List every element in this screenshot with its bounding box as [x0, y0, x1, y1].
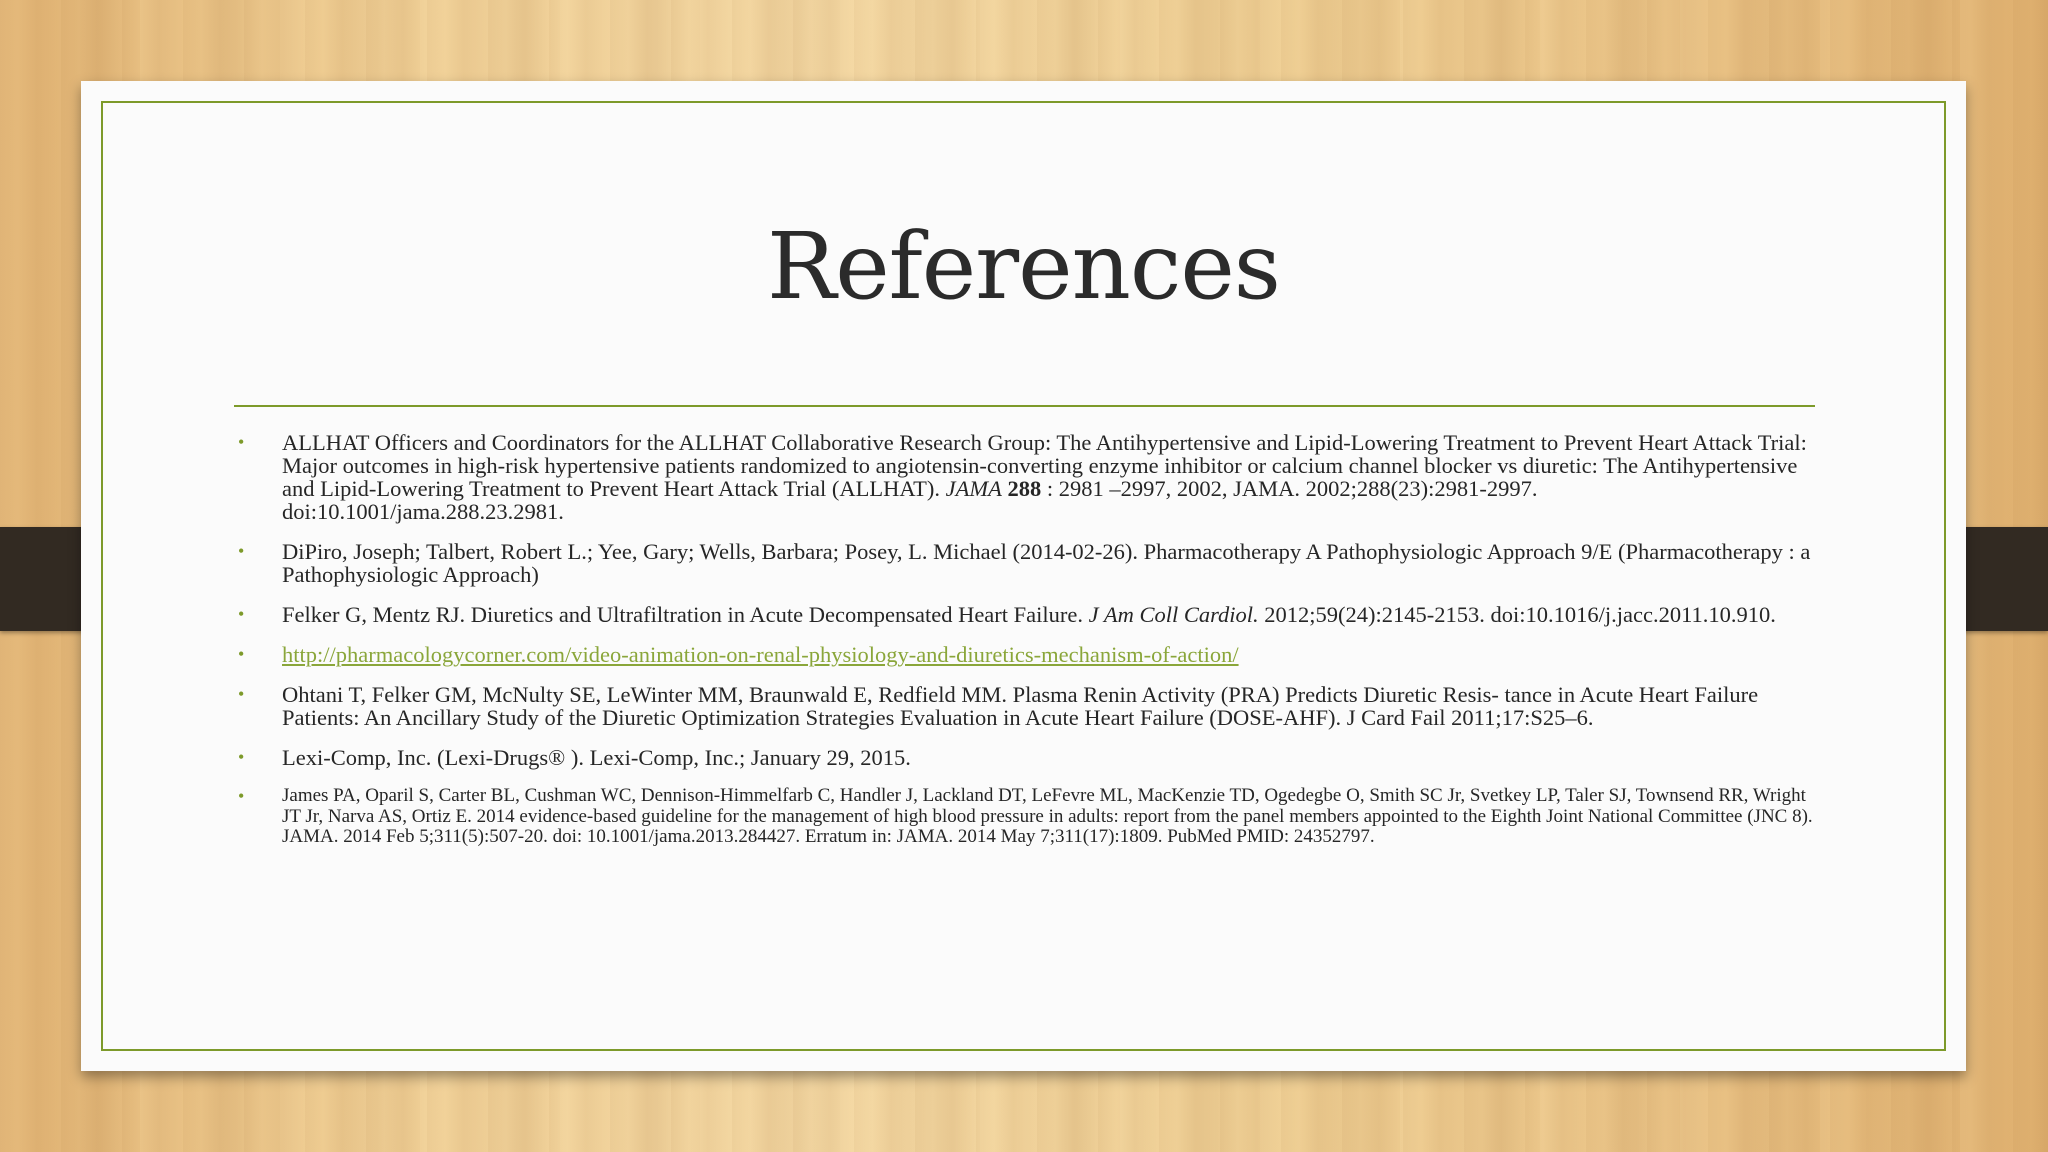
bullet-icon: • — [238, 786, 245, 806]
reference-item-allhat — [234, 431, 1824, 523]
reference-link[interactable]: http://pharmacologycorner.com/video-animation-on-renal-physiology-and-diuretics-mechanism-of-action/ — [282, 642, 1239, 667]
references-list — [234, 431, 1824, 865]
reference-item-lexicomp — [234, 746, 1824, 769]
journal-volume: 288 — [1007, 476, 1042, 501]
bullet-icon: • — [238, 684, 245, 704]
reference-item-james — [234, 786, 1824, 848]
journal-name: JAMA — [945, 476, 1002, 501]
reference-text: Felker G, Mentz RJ. Diuretics and Ultrafiltration in Acute Decompensated Heart Failure. — [282, 602, 1089, 627]
reference-text: ALLHAT Officers and Coordinators for the ALLHAT Collaborative Research Group: The Antihypertensive and Lipid-Lowering Treatment to Prevent Heart Attack Trial: Major outcomes in high-risk hypertensive patients randomized to angiotensin-converting enzyme inhibitor or calcium channel blocker vs diuretic: The Antihypertensive and Lipid-Lowering Treatment to Prevent Heart Attack Trial (ALLHAT). — [282, 430, 1807, 501]
bullet-icon: • — [238, 747, 245, 767]
bullet-icon: • — [238, 644, 245, 664]
reference-item-ohtani — [234, 683, 1824, 729]
reference-text: Ohtani T, Felker GM, McNulty SE, LeWinter MM, Braunwald E, Redfield MM. Plasma Renin Activity (PRA) Predicts Diuretic Resis- tance in Acute Heart Failure Patients: An Ancillary Study of the Diuretic Optimization Strategies Evaluation in Acute Heart Failure (DOSE-AHF). J Card Fail 2011;17:S25–6. — [282, 682, 1759, 730]
reference-text: 2012;59(24):2145-2153. doi:10.1016/j.jacc.2011.10.910. — [1258, 602, 1776, 627]
slide — [81, 81, 1966, 1071]
bullet-icon: • — [238, 541, 245, 561]
reference-text: Lexi-Comp, Inc. (Lexi-Drugs® ). Lexi-Comp, Inc.; January 29, 2015. — [282, 745, 911, 770]
reference-text: : 2981 –2997, 2002, JAMA. 2002;288(23):2981-2997. doi:10.1001/jama.288.23.2981. — [282, 476, 1538, 524]
reference-item-link — [234, 643, 1824, 666]
title-divider — [234, 405, 1815, 407]
slide-title: References — [766, 213, 1281, 320]
bullet-icon: • — [238, 604, 245, 624]
reference-item-felker — [234, 603, 1824, 626]
bullet-icon: • — [238, 432, 245, 452]
journal-name: J Am Coll Cardiol. — [1088, 602, 1259, 627]
reference-text: James PA, Oparil S, Carter BL, Cushman WC, Dennison-Himmelfarb C, Handler J, Lackland DT, LeFevre ML, MacKenzie TD, Ogedegbe O, Smith SC Jr, Svetkey LP, Taler SJ, Townsend RR, Wright JT Jr, Narva AS, Ortiz E. 2014 evidence-based guideline for the management of high blood pressure in adults: report from the panel members appointed to the Eighth Joint National Committee (JNC 8). JAMA. 2014 Feb 5;311(5):507-20. doi: 10.1001/jama.2013.284427. Erratum in: JAMA. 2014 May 7;311(17):1809. PubMed PMID: 24352797. — [282, 785, 1813, 847]
reference-item-dipiro — [234, 540, 1824, 586]
reference-text: DiPiro, Joseph; Talbert, Robert L.; Yee, Gary; Wells, Barbara; Posey, L. Michael (2014-02-26). Pharmacotherapy A Pathophysiologic Approach 9/E (Pharmacotherapy : a Pathophysiologic Approach) — [282, 539, 1811, 587]
